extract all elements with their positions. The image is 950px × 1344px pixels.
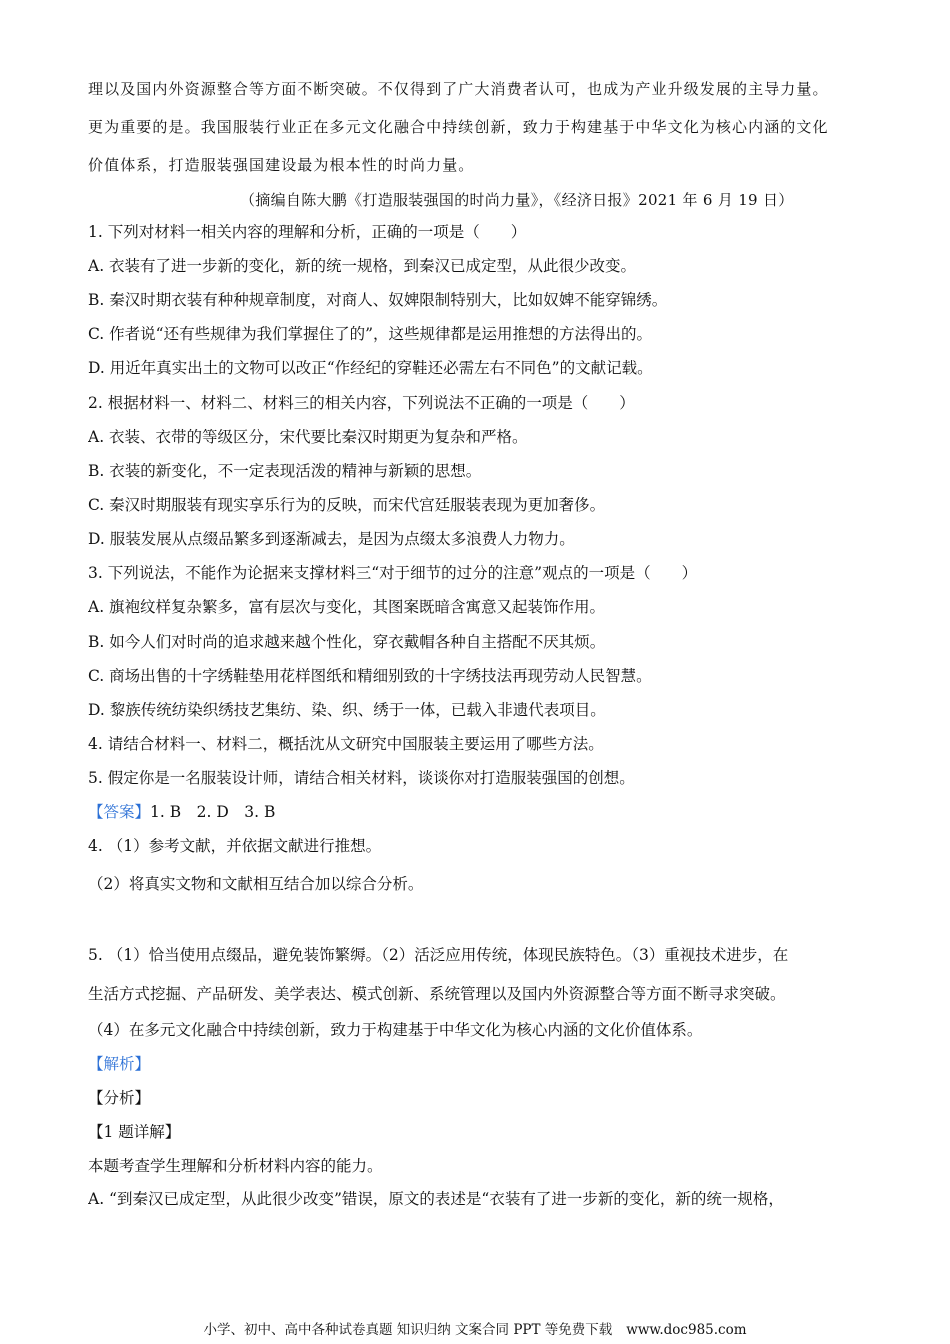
answer-row [88,802,868,822]
intro-line-3: 价值体系，打造服装强国建设最为根本性的时尚力量。 [88,156,475,174]
question-2-option-a: A. 衣装、衣带的等级区分，宋代要比秦汉时期更为复杂和严格。 [88,428,528,446]
question-2-option-d: D. 服装发展从点缀品繁多到逐渐减去，是因为点缀太多浪费人力物力。 [88,530,575,548]
question-3-stem: 3. 下列说法，不能作为论据来支撑材料三“对于细节的过分的注意”观点的一项是（ ） [88,564,698,582]
question-3-option-b: B. 如今人们对时尚的追求越来越个性化，穿衣戴帽各种自主搭配不厌其烦。 [88,633,606,651]
question-1-option-d: D. 用近年真实出土的文物可以改正“作经纪的穿鞋还必需左右不同色”的文献记载。 [88,359,653,377]
citation: （摘编自陈大鹏《打造服装强国的时尚力量》，《经济日报》2021 年 6 月 19 日） [240,191,794,209]
answer-choices: 1. B 2. D 3. B [150,803,276,821]
question-1-option-b: B. 秦汉时期衣装有种种规章制度，对商人、奴婢限制特别大，比如奴婢不能穿锦绣。 [88,291,668,309]
question-1-stem: 1. 下列对材料一相关内容的理解和分析，正确的一项是（ ） [88,223,527,241]
answer-4-line-1: 4. （1）参考文献，并依据文献进行推想。 [88,837,382,855]
footer-site-link[interactable]: www.doc985.com [626,1322,747,1338]
question-3-option-a: A. 旗袍纹样复杂繁多，富有层次与变化，其图案既暗含寓意又起装饰作用。 [88,598,606,616]
question-4-stem: 4. 请结合材料一、材料二，概括沈从文研究中国服装主要运用了哪些方法。 [88,735,604,753]
analysis-label: 【解析】 [88,1055,151,1073]
footer-text: 小学、初中、高中各种试卷真题 知识归纳 文案合同 PPT 等免费下载 [203,1322,613,1338]
analysis-fenxi-label: 【分析】 [88,1089,151,1107]
analysis-q1-option-a: A. “到秦汉已成定型，从此很少改变”错误，原文的表述是“衣装有了进一步新的变化，新的统一规格， [88,1190,784,1208]
question-3-option-d: D. 黎族传统纺染织绣技艺集纺、染、织、绣于一体，已载入非遗代表项目。 [88,701,606,719]
question-2-option-c: C. 秦汉时期服装有现实享乐行为的反映，而宋代宫廷服装表现为更加奢侈。 [88,496,606,514]
answer-4-line-2: （2）将真实文物和文献相互结合加以综合分析。 [88,875,424,893]
page-footer [0,1321,950,1339]
question-1-option-c: C. 作者说“还有些规律为我们掌握住了的”，这些规律都是运用推想的方法得出的。 [88,325,653,343]
question-2-option-b: B. 衣装的新变化，不一定表现活泼的精神与新颖的思想。 [88,462,482,480]
analysis-q1-heading: 【1 题详解】 [88,1123,181,1141]
question-1-option-a: A. 衣装有了进一步新的变化，新的统一规格，到秦汉已成定型，从此很少改变。 [88,257,637,275]
answer-5-line-3: （4）在多元文化融合中持续创新，致力于构建基于中华文化为核心内涵的文化价值体系。 [88,1021,703,1039]
question-3-option-c: C. 商场出售的十字绣鞋垫用花样图纸和精细别致的十字绣技法再现劳动人民智慧。 [88,667,652,685]
answer-label: 【答案】 [88,803,151,821]
intro-line-1: 理以及国内外资源整合等方面不断突破。不仅得到了广大消费者认可，也成为产业升级发展的主导力量。 [88,80,829,98]
question-5-stem: 5. 假定你是一名服装设计师，请结合相关材料，谈谈你对打造服装强国的创想。 [88,769,635,787]
answer-5-line-2: 生活方式挖掘、产品研发、美学表达、模式创新、系统管理以及国内外资源整合等方面不断寻求突破。 [88,985,786,1003]
question-2-stem: 2. 根据材料一、材料二、材料三的相关内容，下列说法不正确的一项是（ ） [88,394,635,412]
intro-line-2: 更为重要的是。我国服装行业正在多元文化融合中持续创新，致力于构建基于中华文化为核心内涵的文化 [88,118,829,136]
answer-5-line-1: 5. （1）恰当使用点缀品，避免装饰繁缛。（2）活泛应用传统，体现民族特色。（3）重视技术进步，在 [88,946,789,964]
analysis-q1-intro: 本题考查学生理解和分析材料内容的能力。 [88,1157,383,1175]
